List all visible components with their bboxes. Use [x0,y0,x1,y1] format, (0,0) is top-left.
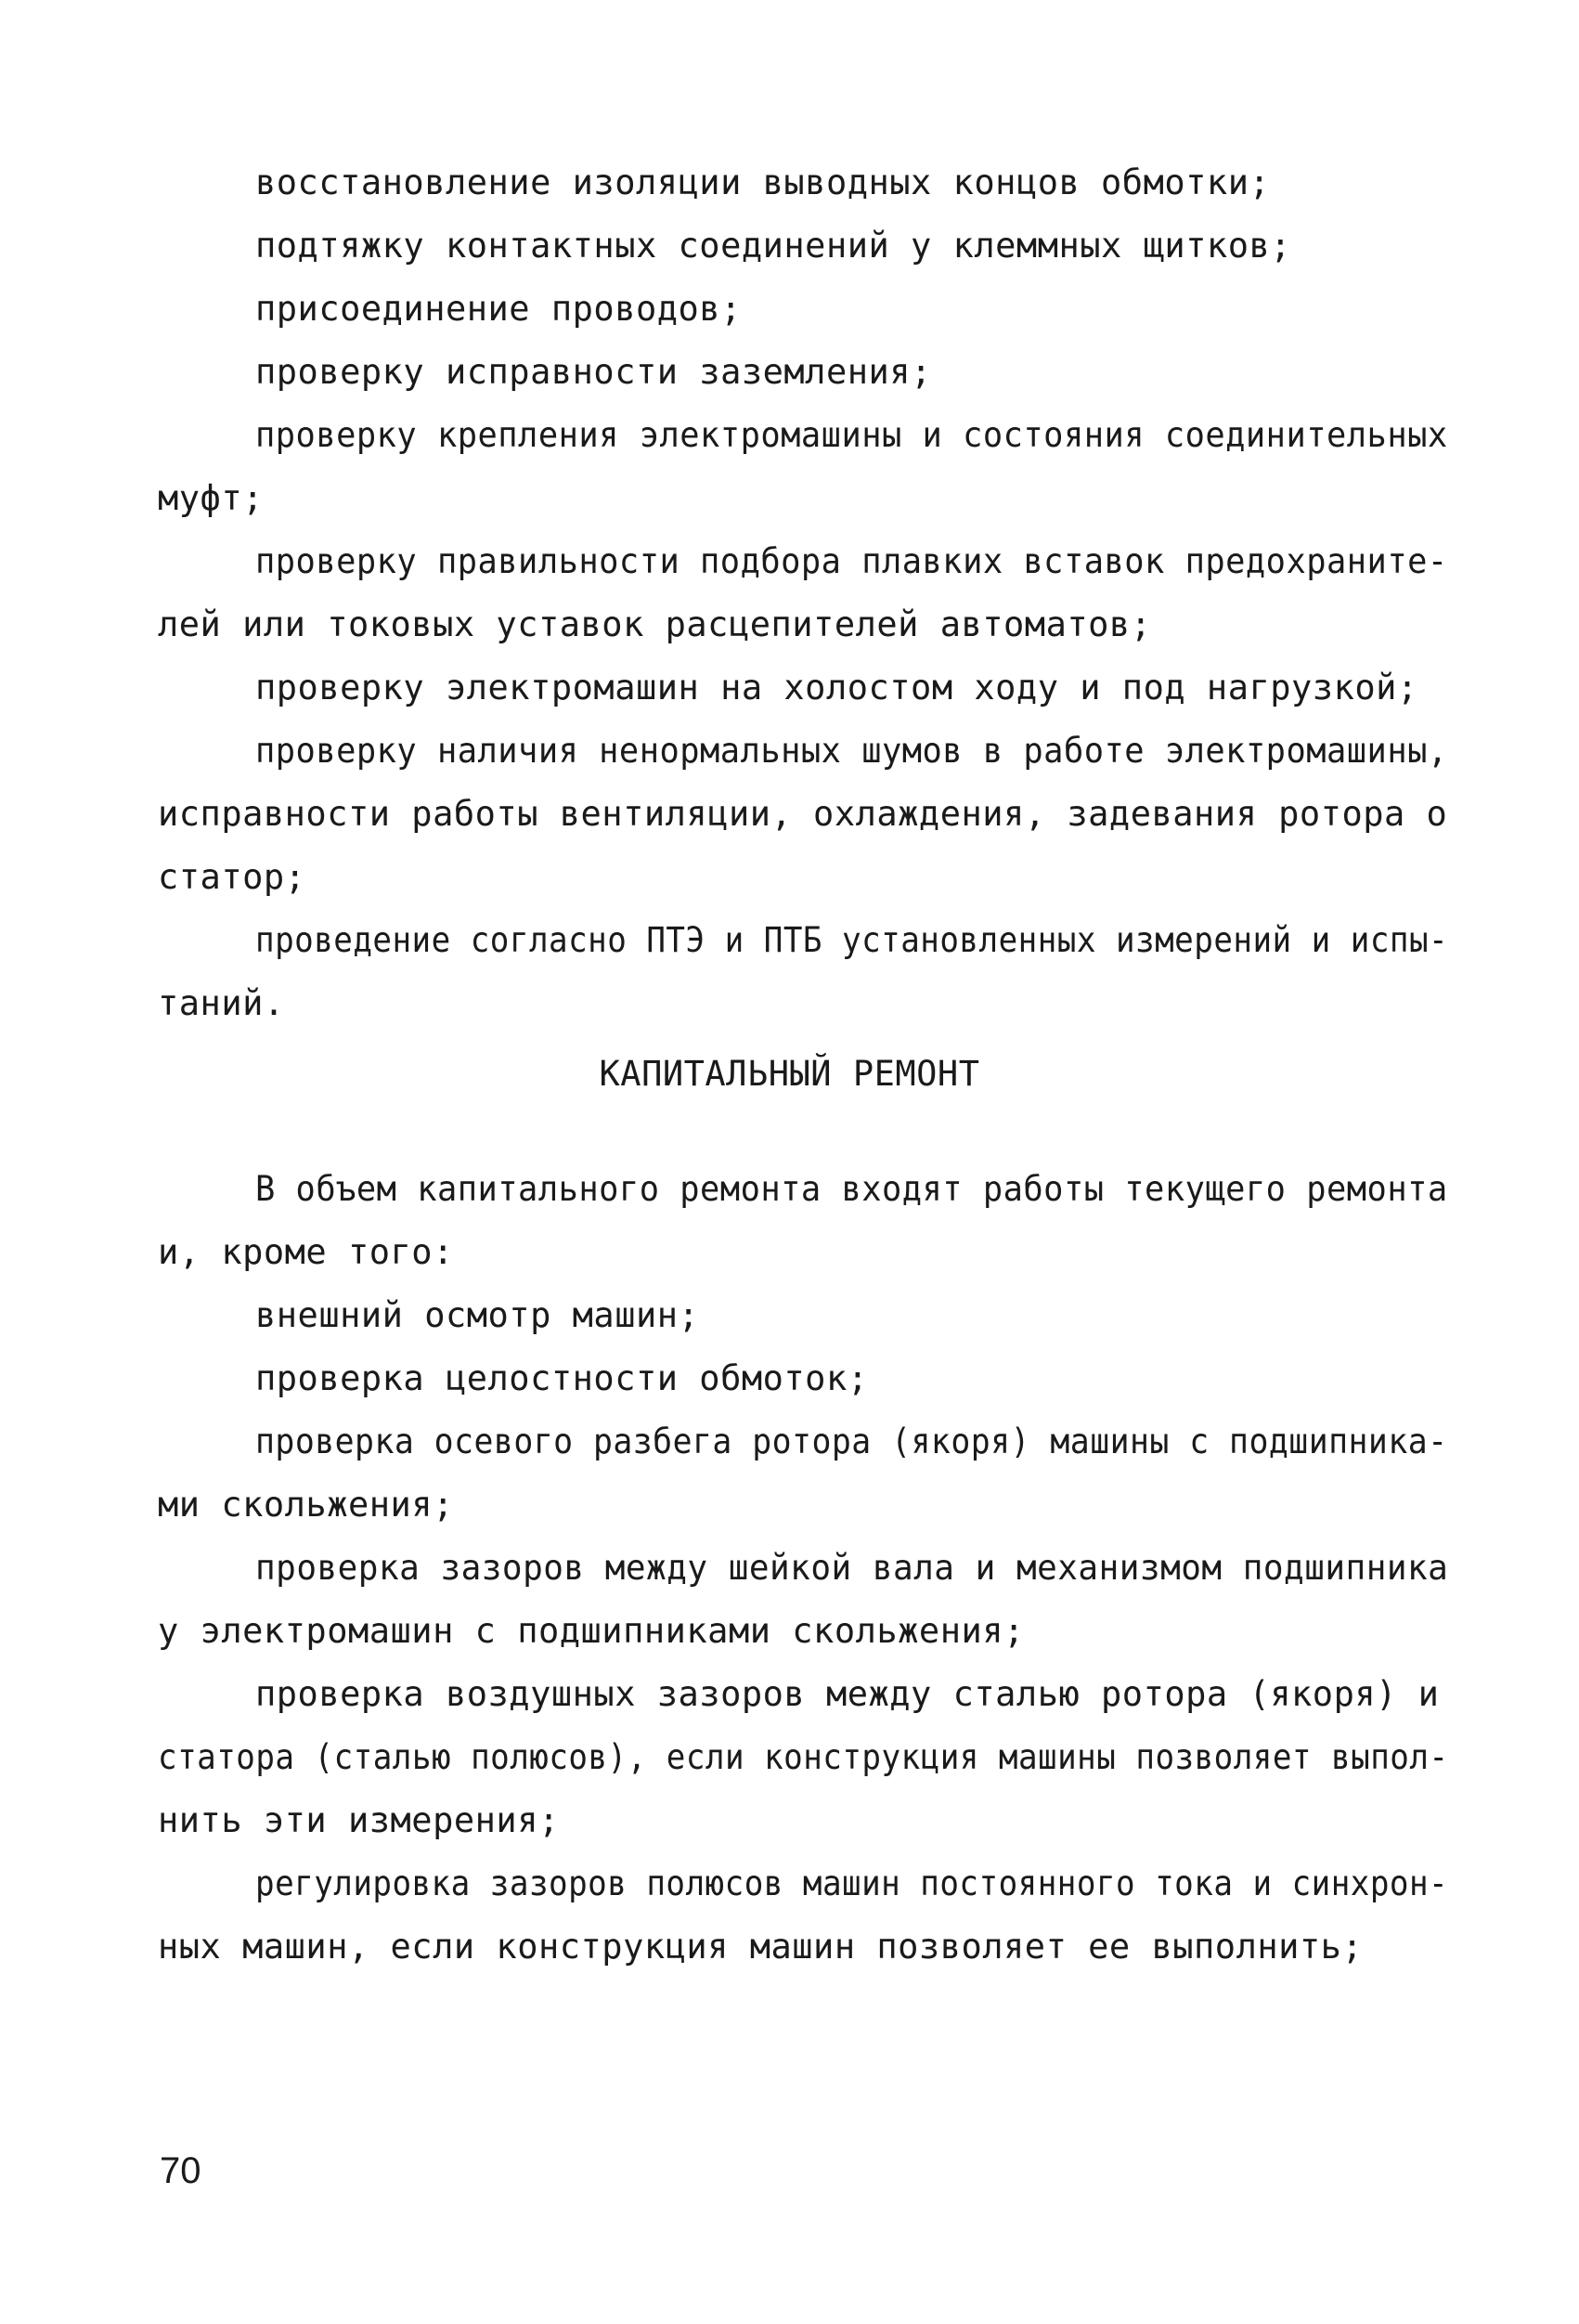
text-line: внешний осмотр машин; [255,1295,700,1335]
text-line: муфт; [158,478,264,518]
text-line: проверку крепления электромашины и состояния соединительных [255,415,1448,455]
text-line: проверку исправности заземления; [255,352,932,392]
text-line: ных машин, если конструкция машин позволяет ее выполнить; [158,1927,1364,1967]
text-line: лей или токовых уставок расцепителей автоматов; [158,604,1152,644]
text-line: проверку наличия ненормальных шумов в работе электромашины, [255,731,1448,771]
text-line: проверка зазоров между шейкой вала и механизмом подшипника [255,1548,1449,1588]
text-line: ми скольжения; [158,1485,454,1525]
text-line: и, кроме того: [158,1232,454,1272]
text-line: присоединение проводов; [255,289,742,329]
section-heading: КАПИТАЛЬНЫЙ РЕМОНТ [599,1054,980,1094]
text-line: проверку электромашин на холостом ходу и под нагрузкой; [255,668,1418,708]
text-line: статор; [158,857,306,897]
page-number: 70 [160,2150,201,2191]
text-line: нить эти измерения; [158,1800,560,1840]
text-line: проверку правильности подбора плавких вставок предохраните- [255,541,1448,581]
text-line: проверка осевого разбега ротора (якоря) машины с подшипника- [255,1422,1448,1461]
text-line: статора (сталью полюсов), если конструкция машины позволяет выпол- [158,1737,1449,1777]
text-line: проверка воздушных зазоров между сталью ротора (якоря) и [255,1674,1440,1714]
text-line: таний. [158,983,285,1023]
text-line: восстановление изоляции выводных концов обмотки; [255,162,1271,202]
text-line: исправности работы вентиляции, охлаждения, задевания ротора о [158,794,1448,834]
text-line: у электромашин с подшипниками скольжения; [158,1611,1025,1651]
text-line: проведение согласно ПТЭ и ПТБ установленных измерений и испы- [255,920,1449,960]
text-line: подтяжку контактных соединений у клеммных щитков; [255,226,1292,266]
text-line: регулировка зазоров полюсов машин постоянного тока и синхрон- [255,1863,1449,1903]
text-line: проверка целостности обмоток; [255,1358,869,1398]
text-line: В объем капитального ремонта входят работы текущего ремонта [255,1169,1448,1209]
